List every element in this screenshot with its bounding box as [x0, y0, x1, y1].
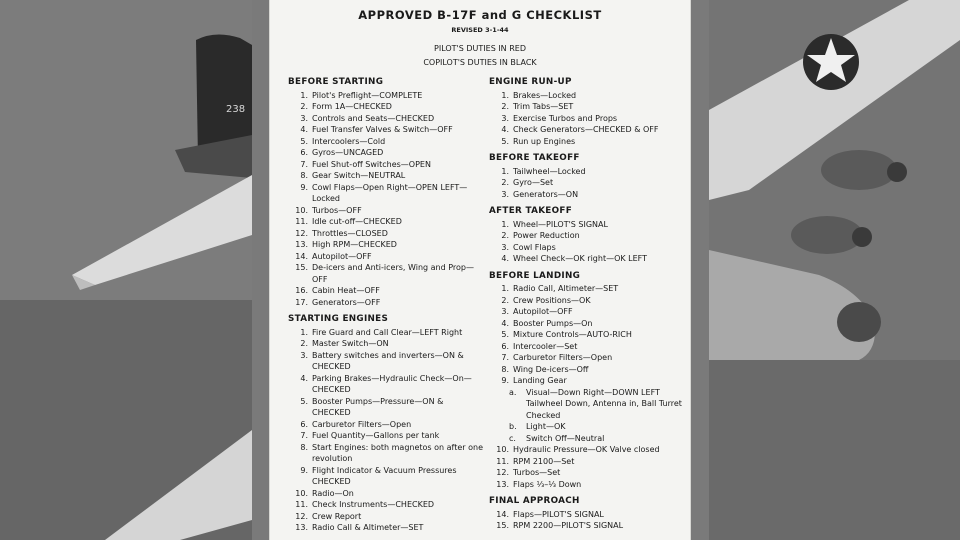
starting-engines-list: [288, 327, 483, 534]
item-text: Intercoolers—Cold: [312, 136, 386, 146]
pilot-duties-note: PILOT'S DUTIES IN RED: [434, 44, 526, 53]
checklist-item: [489, 387, 684, 422]
item-number: 1.: [300, 327, 308, 337]
item-text: Cowl Flaps: [513, 242, 556, 252]
item-number: 13.: [295, 240, 308, 249]
item-text: Start Engines: both magnetos on after one revolution: [312, 442, 484, 463]
item-text: Check Generators—CHECKED & OFF: [513, 125, 659, 134]
item-text: Tailwheel—Locked: [513, 166, 586, 176]
item-number: 12.: [295, 511, 308, 521]
item-text: Turbos—OFF: [312, 205, 362, 215]
item-text: Crew Positions—OK: [513, 295, 591, 305]
checklist-item: [489, 177, 684, 189]
item-number: 13.: [295, 523, 308, 532]
item-number: 2.: [501, 102, 509, 111]
item-text: Autopilot—OFF: [312, 251, 372, 261]
item-number: 11.: [295, 500, 308, 509]
before-landing-list-continued: [489, 444, 684, 490]
item-text: Radio—On: [312, 488, 354, 498]
section-heading-after-takeoff: AFTER TAKEOFF: [489, 206, 573, 216]
item-text: Wheel—PILOT'S SIGNAL: [513, 219, 608, 229]
checklist-item: [288, 251, 483, 263]
checklist-item: [489, 318, 684, 330]
item-text: Fire Guard and Call Clear—LEFT Right: [312, 327, 463, 337]
checklist-item: [288, 101, 483, 113]
item-text: Flaps—PILOT'S SIGNAL: [513, 509, 604, 519]
item-text: Radio Call, Altimeter—SET: [513, 284, 619, 293]
checklist-item: [288, 239, 483, 251]
right-column: [489, 77, 684, 532]
b17-tail-wing-illustration: [0, 0, 252, 540]
item-text: Form 1A—CHECKED: [312, 102, 392, 111]
item-number: 16.: [295, 286, 308, 295]
item-text: Hydraulic Pressure—OK Valve closed: [513, 445, 660, 454]
checklist-item: [489, 509, 684, 521]
item-number: 9.: [300, 465, 308, 475]
item-text: Wheel Check—OK right—OK LEFT: [513, 254, 648, 263]
item-number: 5.: [501, 136, 509, 146]
tail-number: 238: [226, 104, 246, 115]
item-number: 10.: [295, 205, 308, 215]
item-number: 7.: [300, 159, 308, 169]
item-text: De-icers and Anti-icers, Wing and Prop—OFF: [312, 263, 474, 284]
item-number: 4.: [300, 125, 308, 134]
item-number: 6.: [300, 419, 308, 429]
final-approach-list: [489, 509, 684, 532]
item-number: 8.: [501, 364, 509, 374]
item-text: Visual—Down Right—DOWN LEFT Tailwheel Down, Antenna in, Ball Turret Checked: [526, 387, 682, 420]
item-text: Carburetor Filters—Open: [513, 353, 613, 362]
item-text: Gyro—Set: [513, 178, 554, 187]
checklist-item: [288, 430, 483, 442]
checklist-item: [288, 124, 483, 136]
item-text: Fuel Transfer Valves & Switch—OFF: [312, 125, 453, 134]
checklist-item: [489, 124, 684, 136]
after-takeoff-list: [489, 219, 684, 265]
section-heading-engine-run-up: ENGINE RUN-UP: [489, 77, 572, 87]
item-text: Throttles—CLOSED: [312, 228, 388, 238]
checklist-item: [489, 189, 684, 201]
b17-nose-engines-illustration: [709, 0, 960, 540]
checklist-item: [489, 295, 684, 307]
checklist-item: [288, 262, 483, 285]
item-number: 1.: [501, 219, 509, 229]
checklist-item: [489, 113, 684, 125]
revision-date: REVISED 3-1-44: [451, 26, 509, 34]
checklist-item: [288, 327, 483, 339]
item-number: 5.: [300, 396, 308, 406]
checklist-item: [288, 205, 483, 217]
checklist-item: [288, 350, 483, 373]
checklist-item: [489, 433, 684, 445]
item-number: 2.: [501, 295, 509, 305]
section-heading-before-starting: BEFORE STARTING: [288, 77, 384, 87]
document-title: APPROVED B-17F and G CHECKLIST: [358, 8, 602, 22]
checklist-item: [288, 499, 483, 511]
item-text: Booster Pumps—Pressure—ON & CHECKED: [312, 396, 444, 417]
item-text: Battery switches and inverters—ON & CHECKED: [312, 350, 464, 371]
engine-run-up-list: [489, 90, 684, 148]
checklist-item: [288, 136, 483, 148]
item-number: 17.: [295, 297, 308, 307]
item-number: 12.: [295, 228, 308, 238]
item-number: 12.: [496, 468, 509, 477]
checklist-document: [270, 0, 690, 540]
section-heading-final-approach: FINAL APPROACH: [489, 496, 580, 506]
item-number: c.: [509, 433, 516, 443]
item-number: 4.: [501, 125, 509, 134]
item-number: 5.: [300, 136, 308, 146]
copilot-duties-note: COPILOT'S DUTIES IN BLACK: [423, 58, 537, 67]
landing-gear-sublist: [489, 387, 684, 445]
item-number: 8.: [300, 442, 308, 452]
item-text: Cabin Heat—OFF: [312, 286, 380, 295]
item-text: Fuel Quantity—Gallons per tank: [312, 431, 440, 440]
item-number: 11.: [295, 217, 308, 226]
checklist-item: [489, 444, 684, 456]
item-number: 14.: [295, 251, 308, 261]
item-text: Wing De-icers—Off: [513, 364, 589, 374]
checklist-item: [489, 90, 684, 102]
checklist-item: [489, 329, 684, 341]
item-text: Check Instruments—CHECKED: [312, 500, 435, 509]
item-number: 1.: [501, 284, 509, 293]
item-number: 9.: [300, 182, 308, 192]
checklist-item: [288, 170, 483, 182]
item-text: Brakes—Locked: [513, 90, 577, 100]
item-text: Landing Gear: [513, 376, 567, 385]
item-text: Intercooler—Set: [513, 341, 578, 351]
checklist-item: [288, 182, 483, 205]
item-number: 5.: [501, 330, 509, 339]
checklist-item: [489, 219, 684, 231]
item-number: 15.: [496, 521, 509, 530]
checklist-item: [288, 90, 483, 102]
item-text: Light—OK: [526, 422, 566, 431]
aircraft-photo-left: [0, 0, 252, 540]
item-number: 6.: [300, 148, 308, 157]
item-number: 15.: [295, 263, 308, 272]
checklist-item: [489, 341, 684, 353]
item-number: 3.: [501, 242, 509, 252]
checklist-item: [288, 297, 483, 309]
item-number: b.: [509, 422, 517, 431]
item-text: Exercise Turbos and Props: [513, 113, 618, 123]
checklist-item: [288, 147, 483, 159]
item-number: 10.: [295, 488, 308, 498]
item-number: 3.: [501, 113, 509, 123]
item-number: 7.: [501, 353, 509, 362]
item-text: Generators—ON: [513, 189, 579, 199]
section-heading-starting-engines: STARTING ENGINES: [288, 314, 389, 324]
checklist-item: [489, 253, 684, 265]
item-text: Radio Call & Altimeter—SET: [312, 523, 424, 532]
item-text: Booster Pumps—On: [513, 318, 593, 328]
item-text: Cowl Flaps—Open Right—OPEN LEFT—Locked: [312, 182, 468, 203]
item-number: 2.: [300, 102, 308, 111]
checklist-item: [489, 306, 684, 318]
checklist-item: [489, 479, 684, 491]
checklist-item: [288, 373, 483, 396]
before-landing-list: [489, 283, 684, 387]
item-text: Parking Brakes—Hydraulic Check—On—CHECKED: [312, 373, 472, 394]
item-text: Pilot's Preflight—COMPLETE: [312, 90, 423, 100]
checklist-item: [489, 352, 684, 364]
item-number: 3.: [300, 113, 308, 123]
item-text: Turbos—Set: [513, 468, 561, 477]
item-text: Gyros—UNCAGED: [312, 148, 384, 157]
item-text: Generators—OFF: [312, 297, 381, 307]
item-number: 1.: [501, 166, 509, 176]
checklist-item: [288, 216, 483, 228]
item-number: 4.: [501, 318, 509, 328]
item-text: Carburetor Filters—Open: [312, 419, 412, 429]
item-text: Idle cut-off—CHECKED: [312, 217, 402, 226]
checklist-item: [288, 228, 483, 240]
before-takeoff-list: [489, 166, 684, 201]
item-number: 4.: [300, 373, 308, 383]
checklist-item: [489, 467, 684, 479]
checklist-item: [489, 520, 684, 532]
item-number: 8.: [300, 171, 308, 180]
item-text: RPM 2100—Set: [513, 456, 575, 466]
item-text: Power Reduction: [513, 231, 580, 240]
item-text: High RPM—CHECKED: [312, 240, 397, 249]
checklist-item: [288, 465, 483, 488]
checklist-item: [288, 338, 483, 350]
item-number: 1.: [300, 90, 308, 100]
checklist-item: [489, 242, 684, 254]
item-number: 2.: [501, 178, 509, 187]
item-number: a.: [509, 387, 517, 397]
item-text: Mixture Controls—AUTO-RICH: [513, 330, 632, 339]
checklist-item: [489, 375, 684, 387]
checklist-item: [489, 456, 684, 468]
checklist-item: [489, 421, 684, 433]
item-number: 4.: [501, 254, 509, 263]
section-heading-before-takeoff: BEFORE TAKEOFF: [489, 153, 580, 163]
item-text: Flight Indicator & Vacuum Pressures CHECKED: [312, 465, 457, 486]
item-text: Trim Tabs—SET: [513, 102, 574, 111]
item-number: 3.: [300, 350, 308, 360]
item-number: 2.: [300, 339, 308, 348]
item-number: 13.: [496, 479, 509, 489]
item-text: Flaps ⅓–⅓ Down: [513, 479, 582, 489]
checklist-item: [489, 166, 684, 178]
checklist-item: [288, 285, 483, 297]
item-number: 2.: [501, 231, 509, 240]
section-heading-before-landing: BEFORE LANDING: [489, 270, 581, 281]
checklist-item: [288, 488, 483, 500]
checklist-item: [288, 442, 483, 465]
checklist-item: [288, 159, 483, 171]
left-column: [288, 77, 483, 534]
checklist-item: [288, 396, 483, 419]
checklist-item: [288, 522, 483, 534]
item-text: Run up Engines: [513, 136, 576, 146]
item-number: 10.: [496, 445, 509, 454]
item-text: Gear Switch—NEUTRAL: [312, 171, 406, 180]
item-number: 9.: [501, 376, 509, 385]
item-number: 11.: [496, 456, 509, 466]
checklist-item: [489, 364, 684, 376]
before-starting-list: [288, 90, 483, 309]
item-text: Switch Off—Neutral: [526, 433, 605, 443]
checklist-item: [489, 101, 684, 113]
item-text: Crew Report: [312, 511, 362, 521]
item-text: Master Switch—ON: [312, 339, 389, 348]
checklist-item: [489, 230, 684, 242]
item-number: 3.: [501, 189, 509, 199]
checklist-item: [489, 283, 684, 295]
item-text: RPM 2200—PILOT'S SIGNAL: [513, 521, 624, 530]
aircraft-photo-right: [709, 0, 960, 540]
item-text: Fuel Shut-off Switches—OPEN: [312, 159, 431, 169]
checklist-item: [489, 136, 684, 148]
item-number: 6.: [501, 341, 509, 351]
item-number: 14.: [496, 509, 509, 519]
checklist-item: [288, 113, 483, 125]
item-text: Autopilot—OFF: [513, 307, 573, 316]
item-number: 3.: [501, 307, 509, 316]
item-number: 7.: [300, 431, 308, 440]
item-text: Controls and Seats—CHECKED: [312, 113, 435, 123]
checklist-item: [288, 419, 483, 431]
checklist-item: [288, 511, 483, 523]
item-number: 1.: [501, 90, 509, 100]
